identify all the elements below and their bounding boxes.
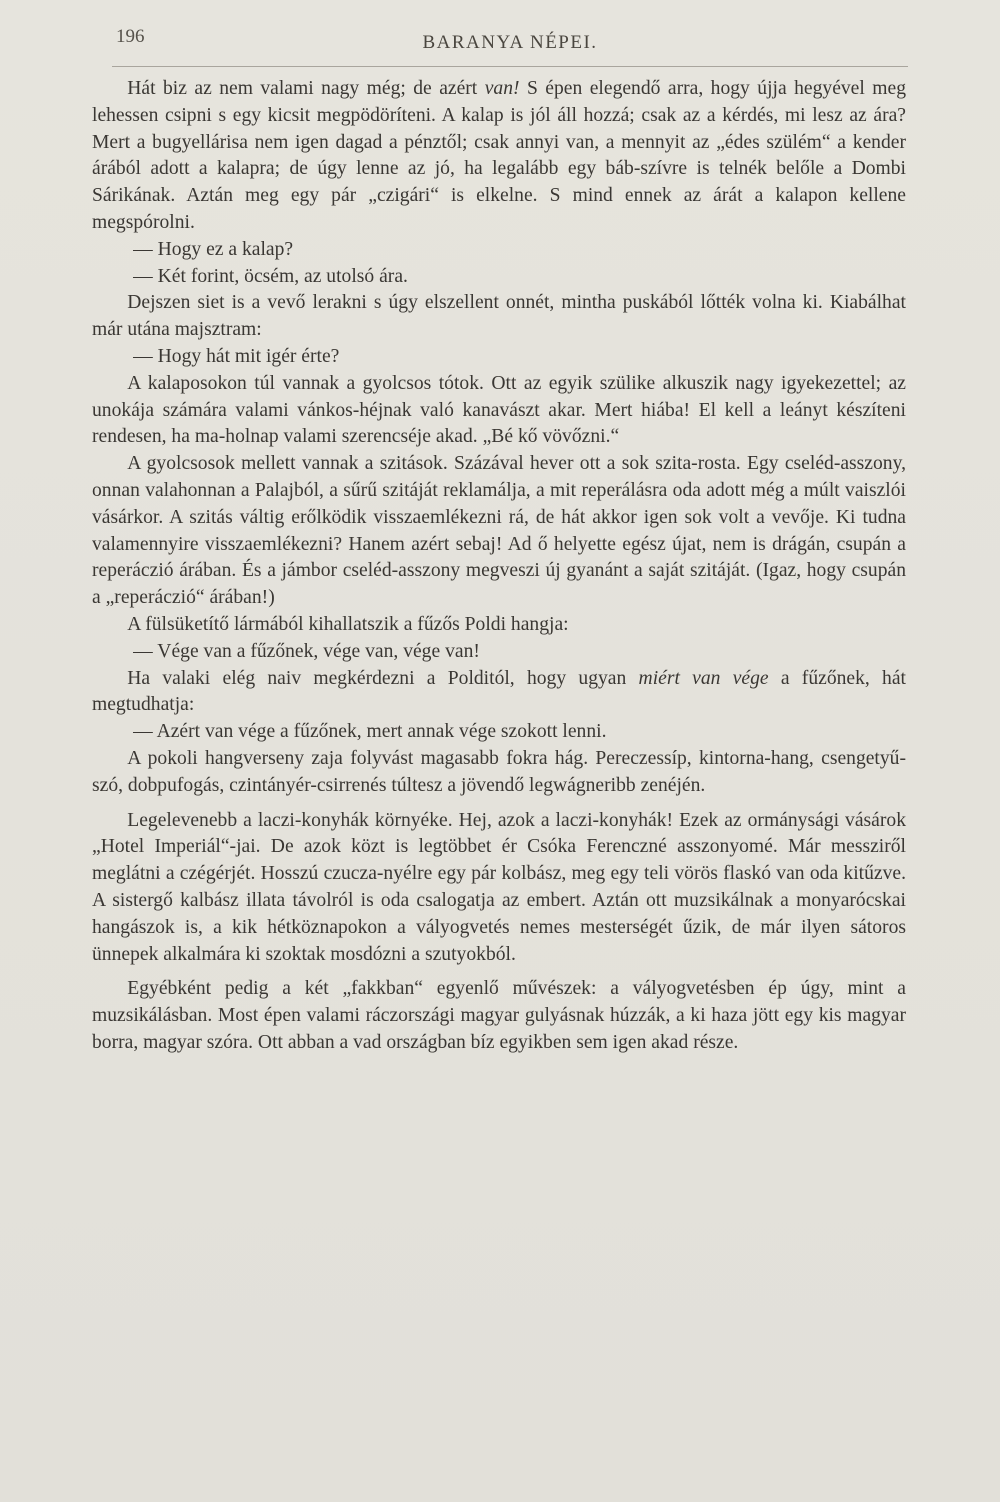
italic-text: van! xyxy=(484,78,520,99)
paragraph xyxy=(92,976,906,1056)
text-run: Egyébként pedig a két „fakkban“ egyenlő művészek: a vályogvetésben ép úgy, mint a muzsikálásban. Most épen valami ráczországi magyar gulyásnak húzzák, a ki haza jött egy kis magyar borra, magyar szóra. Ott abban a vad országban bíz egyikben sem igen akad része. xyxy=(92,978,906,1053)
dialogue-line xyxy=(92,719,906,746)
text-run: A fülsüketítő lármából kihallatszik a fűzős Poldi hangja: xyxy=(127,613,569,635)
text-run: — Azért van vége a fűzőnek, mert annak vége szokott lenni. xyxy=(133,721,607,743)
body-text xyxy=(92,76,906,1057)
paragraph xyxy=(92,451,906,612)
text-run: S épen elegendő arra, hogy újja hegyével meg lehessen csipni s egy kicsit megpödöríteni. A kalap is jól áll hozzá; csak az a kérdés, mi lesz az ára? Mert a bugyellárisa nem igen dagad a pénztől; csak annyi van, a mennyit az „édes szülém“ a kender árából adott a kalapra; de úgy lenne az jó, ha legalább egy báb-szívre is telnék belőle a Dombi Sárikának. Aztán meg egy pár „czigári“ is elkelne. S mind ennek az árát a kalapon kellene megspórolni. xyxy=(92,78,906,233)
text-run: A kalaposokon túl vannak a gyolcsos tótok. Ott az egyik szülike alkuszik nagy igyekezettel; az unokája számára valami vánkos-héjnak való kanavászt akar. Mert hiába! El kell a leányt készíteni rendesen, ha ma-holnap valami szerencséje akad. „Bé kő vövőzni.“ xyxy=(92,372,906,448)
text-run: — Hogy hát mit igér érte? xyxy=(133,345,340,367)
text-run: A gyolcsosok mellett vannak a szitások. Százával hever ott a sok szita-rosta. Egy cseléd-asszony, onnan valahonnan a Palajból, a sűrű szitáját reklamálja, a mit reperálásra oda adott még a múlt vaiszlói vásárkor. A szitás váltig erőlködik visszaemlékezni rá, de hát akkor igen sok volt a vevője. Ki tudna valamennyire visszaemlékezni? Hanem azért sebaj! Ad ő helyette egész újat, nem is drágán, csupán a reperáczió árában. És a jámbor cseléd-asszony megveszi új gyanánt a saját szitáját. (Igaz, hogy csupán a „reperáczió“ árában!) xyxy=(92,453,906,609)
dialogue-line xyxy=(92,344,906,371)
text-run: A pokoli hangverseny zaja folyvást magasabb fokra hág. Pereczessíp, kintorna-hang, csengetyű-szó, dobpufogás, czintányér-csirrenés túltesz a jövendő legwágneribb zenéjén. xyxy=(92,747,906,796)
text-run: Hát biz az nem valami nagy még; de azért xyxy=(127,78,485,99)
paragraph xyxy=(92,808,906,969)
page-number: 196 xyxy=(116,26,145,47)
dialogue-line xyxy=(92,237,906,264)
text-run: a fűzőnek, hát megtudhatja: xyxy=(92,667,906,716)
text-run: — Két forint, öcsém, az utolsó ára. xyxy=(133,265,408,287)
paragraph xyxy=(92,746,906,800)
paragraph xyxy=(92,76,906,237)
running-head: BARANYA NÉPEI. xyxy=(422,32,598,53)
text-run: — Hogy ez a kalap? xyxy=(133,238,294,260)
text-run: Dejszen siet is a vevő lerakni s úgy elszellent onnét, mintha puskából lőtték volna ki. Kiabálhat már utána majsztram: xyxy=(92,292,906,341)
dialogue-line xyxy=(92,639,906,666)
text-run: — Vége van a fűzőnek, vége van, vége van! xyxy=(133,640,480,662)
page-header xyxy=(112,26,908,67)
text-run: Legelevenebb a laczi-konyhák környéke. Hej, azok a laczi-konyhák! Ezek az ormánysági vásárok „Hotel Imperiál“-jai. De azok közt is legtöbbet ér Csóka Ferenczné asszonyomé. Már messziről meglátni a czégérjét. Hosszú czucza-nyélre egy pár kolbász, meg egy teli vörös flaskó van oda kitűzve. A sistergő kalbász illata távolról is oda csalogatja az embert. Aztán ott muzsikálnak a monyarócskai hangászok is, a kik hétköznapokon a vályogvetés nemes mesterségét űzik, de már ilyen sátoros ünnepek alkalmára ki szoktak mosdózni a szutyokból. xyxy=(92,809,906,965)
paragraph xyxy=(92,290,906,344)
paragraph xyxy=(92,371,906,451)
text-run: Ha valaki elég naiv megkérdezni a Polditól, hogy ugyan xyxy=(127,667,639,689)
dialogue-line xyxy=(92,264,906,291)
paragraph xyxy=(92,612,906,639)
paragraph xyxy=(92,666,906,720)
italic-text: miért van vége xyxy=(638,667,769,689)
